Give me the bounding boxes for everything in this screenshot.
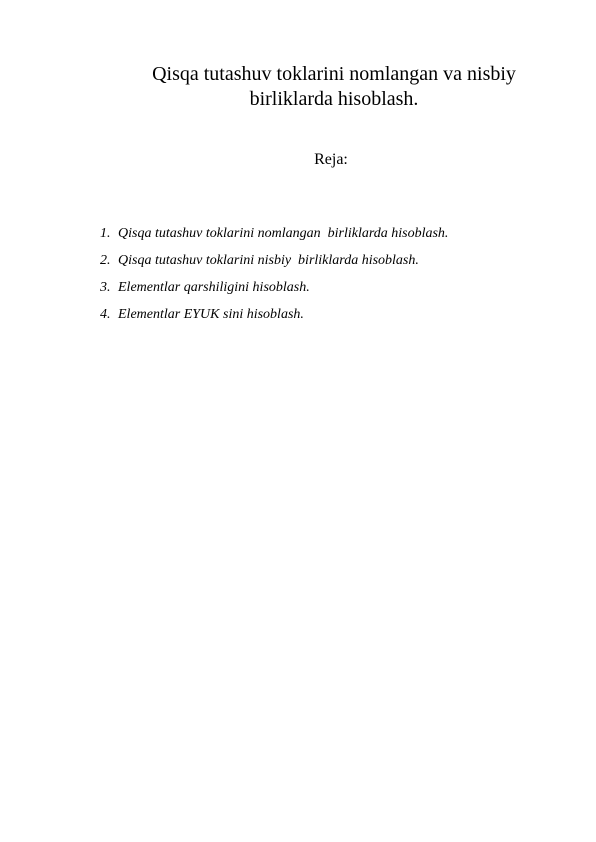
plan-item-text: Elementlar qarshiligini hisoblash.: [118, 280, 310, 295]
plan-item: [100, 305, 540, 332]
document-title: [128, 62, 540, 112]
title-line-2: birliklarda hisoblash.: [249, 88, 419, 110]
plan-item-text: Elementlar EYUK sini hisoblash.: [118, 307, 304, 322]
plan-item: [100, 224, 540, 251]
plan-item-number: 4.: [100, 307, 111, 322]
plan-item-number: 1.: [100, 226, 111, 241]
plan-item-number: 3.: [100, 280, 111, 295]
plan-item-text: Qisqa tutashuv toklarini nisbiy birliklarda hisoblash.: [118, 253, 419, 268]
title-line-1: Qisqa tutashuv toklarini nomlangan va nisbiy: [152, 63, 516, 85]
plan-item: [100, 278, 540, 305]
plan-item-text: Qisqa tutashuv toklarini nomlangan birliklarda hisoblash.: [118, 226, 449, 241]
plan-item-number: 2.: [100, 253, 111, 268]
plan-heading: Reja:: [314, 151, 348, 168]
plan-list: [100, 224, 540, 332]
plan-item: [100, 251, 540, 278]
